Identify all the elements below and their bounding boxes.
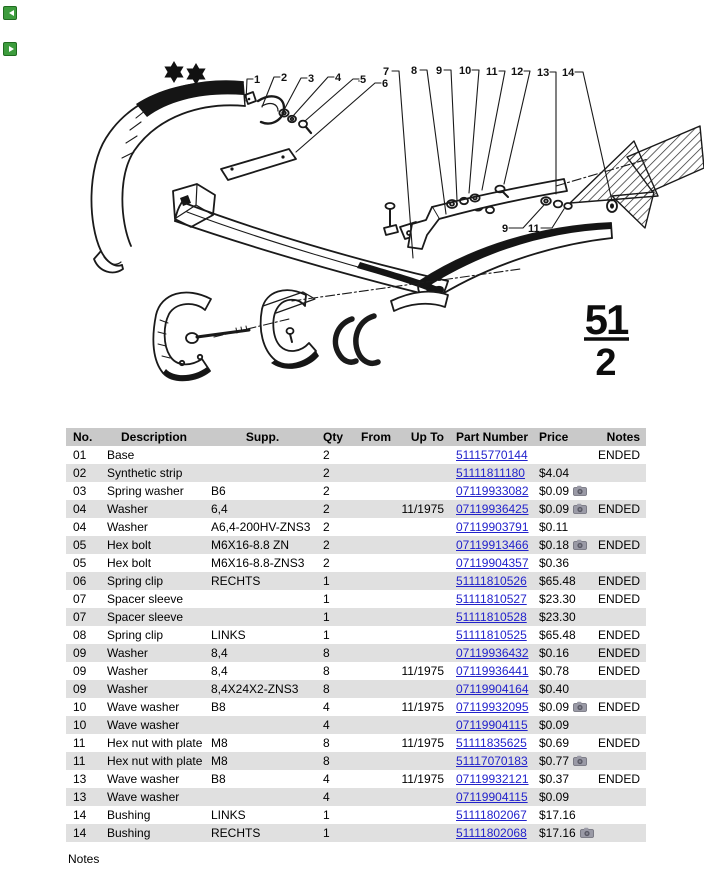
cell-supp: A6,4-200HV-ZNS3 <box>211 520 311 534</box>
cell-description: Spring clip <box>107 574 164 588</box>
cell-notes: ENDED <box>597 592 640 606</box>
table-row <box>66 752 646 770</box>
cell-from <box>353 752 396 771</box>
table-row <box>66 536 646 554</box>
cell-price: $0.78 <box>539 664 570 678</box>
cell-price: $0.40 <box>539 682 570 696</box>
cell-part-number <box>448 608 534 626</box>
cell-notes: ENDED <box>597 736 640 750</box>
table-row <box>66 644 646 662</box>
table-row <box>66 824 646 842</box>
cell-no: 09 <box>73 664 87 678</box>
cell-up-to <box>396 644 448 662</box>
cell-no: 07 <box>73 610 87 624</box>
cell-part-number <box>448 536 534 555</box>
cell-qty: 2 <box>323 448 330 462</box>
camera-icon <box>573 537 587 555</box>
cell-up-to <box>396 806 448 824</box>
table-row <box>66 770 646 788</box>
cell-from <box>353 698 396 717</box>
cell-no: 14 <box>73 826 87 840</box>
cell-from <box>353 788 396 806</box>
callout-number: 6 <box>382 78 389 90</box>
table-row <box>66 500 646 518</box>
column-header-part-number: Part Number <box>456 430 529 444</box>
cell-notes <box>586 482 646 501</box>
cell-from <box>353 770 396 788</box>
cell-from <box>353 662 396 680</box>
cell-no: 09 <box>73 682 87 696</box>
cell-up-to <box>396 554 448 572</box>
cell-part-number <box>448 788 534 806</box>
callout-number: 11 <box>486 66 498 78</box>
table-body <box>66 446 646 842</box>
cell-notes: ENDED <box>597 502 640 516</box>
cell-supp <box>206 788 319 806</box>
cell-supp: B6 <box>211 484 226 498</box>
cell-price: $65.48 <box>539 628 576 642</box>
cell-price: $0.37 <box>539 772 570 786</box>
cell-description: Hex bolt <box>107 556 152 570</box>
cell-description: Spacer sleeve <box>107 610 184 624</box>
part-number-link[interactable]: 51111810525 <box>456 628 527 642</box>
cell-qty: 4 <box>323 790 330 804</box>
middle-bracket <box>261 290 319 369</box>
cell-part-number <box>448 734 534 752</box>
cell-supp <box>206 590 319 608</box>
callout-number: 1 <box>254 74 261 86</box>
column-header-qty: Qty <box>323 430 344 444</box>
cell-no: 11 <box>73 736 86 750</box>
cell-from <box>353 536 396 555</box>
cell-description: Washer <box>107 646 148 660</box>
cell-qty: 2 <box>323 520 330 534</box>
cell-notes: ENDED <box>597 772 640 786</box>
cell-qty: 2 <box>323 466 330 480</box>
cell-no: 05 <box>73 538 87 552</box>
cell-qty: 1 <box>323 610 330 624</box>
cell-no: 09 <box>73 646 87 660</box>
cell-from <box>353 518 396 536</box>
cell-no: 10 <box>73 718 87 732</box>
cell-part-number <box>448 806 534 824</box>
cell-part-number <box>448 752 534 771</box>
cell-qty: 1 <box>323 574 330 588</box>
cell-up-to: 11/1975 <box>401 772 444 786</box>
cell-notes: ENDED <box>597 574 640 588</box>
column-header-supp-: Supp. <box>245 430 280 444</box>
parts-table <box>66 428 646 842</box>
callout-number: 3 <box>308 73 315 85</box>
cell-description: Wave washer <box>107 718 180 732</box>
cell-qty: 1 <box>323 826 330 840</box>
cell-from <box>353 590 396 608</box>
cell-part-number <box>448 464 534 482</box>
cell-part-number <box>448 572 534 590</box>
star-icon <box>164 61 205 85</box>
table-row <box>66 590 646 608</box>
cell-part-number <box>448 680 534 698</box>
callout-number: 13 <box>537 67 550 79</box>
cell-supp <box>206 608 319 626</box>
cell-no: 04 <box>73 502 87 516</box>
part-number-link[interactable]: 51111810526 <box>456 574 527 588</box>
camera-icon <box>573 699 587 717</box>
cell-qty: 1 <box>323 628 330 642</box>
camera-icon <box>573 753 587 771</box>
cell-description: Spring clip <box>107 628 164 642</box>
cell-part-number <box>448 770 534 788</box>
cell-up-to <box>396 482 448 501</box>
part-number-link[interactable]: 07119933082 <box>456 484 529 498</box>
part-number-link[interactable]: 51111802068 <box>456 826 527 840</box>
cell-description: Bushing <box>107 808 151 822</box>
cell-supp <box>206 446 319 464</box>
cell-description: Bushing <box>107 826 151 840</box>
cell-up-to <box>396 824 448 843</box>
part-number-link[interactable]: 07119913466 <box>456 538 529 552</box>
cell-up-to: 11/1975 <box>401 664 444 678</box>
cell-from <box>353 446 396 464</box>
cell-qty: 2 <box>323 502 330 516</box>
part-number-link[interactable]: 07119904164 <box>456 682 529 696</box>
cell-supp <box>206 464 319 482</box>
mounting-strip <box>221 149 296 180</box>
table-row <box>66 554 646 572</box>
cell-part-number <box>448 518 534 536</box>
cell-notes <box>586 752 646 771</box>
cell-price: $17.16 <box>534 824 586 843</box>
cell-qty: 4 <box>323 772 330 786</box>
cell-price: $0.09 <box>539 718 570 732</box>
table-row <box>66 698 646 716</box>
table-row <box>66 806 646 824</box>
part-number-link[interactable]: 51111811180 <box>456 466 525 480</box>
cell-from <box>353 608 396 626</box>
cell-supp: B8 <box>211 700 226 714</box>
cell-supp: 8,4X24X2-ZNS3 <box>211 682 299 696</box>
cell-price: $0.09 <box>534 698 586 717</box>
cell-up-to <box>396 716 448 734</box>
table-row <box>66 680 646 698</box>
cell-notes <box>586 788 646 806</box>
part-number-link[interactable]: 07119903791 <box>456 520 529 534</box>
carriage-bolt <box>186 326 249 343</box>
cell-no: 13 <box>73 772 87 786</box>
cell-price: $0.11 <box>539 520 569 534</box>
cell-qty: 4 <box>323 718 330 732</box>
cell-part-number <box>448 824 534 843</box>
cell-qty: 1 <box>323 592 330 606</box>
cell-notes <box>586 806 646 824</box>
cell-description: Synthetic strip <box>107 466 183 480</box>
cell-part-number <box>448 446 534 464</box>
cell-part-number <box>448 626 534 644</box>
section-number-numerator: 51 <box>584 296 628 343</box>
cell-notes: ENDED <box>597 628 640 642</box>
cell-qty: 2 <box>323 538 330 552</box>
cell-qty: 2 <box>323 484 330 498</box>
table-row <box>66 446 646 464</box>
cell-price: $0.09 <box>539 790 570 804</box>
cell-from <box>353 464 396 482</box>
callout-number: 11 <box>528 223 540 235</box>
table-row <box>66 716 646 734</box>
cell-part-number <box>448 482 534 501</box>
cell-supp: LINKS <box>211 808 246 822</box>
cell-no: 05 <box>73 556 87 570</box>
cell-price: $65.48 <box>539 574 576 588</box>
callout-number: 5 <box>360 74 367 86</box>
callout-number: 9 <box>502 223 509 235</box>
cell-supp: M8 <box>211 736 228 750</box>
part-number-link[interactable]: 07119932121 <box>456 772 529 786</box>
cell-no: 01 <box>73 448 87 462</box>
cell-part-number <box>448 662 534 680</box>
cell-up-to <box>396 464 448 482</box>
cell-up-to <box>396 752 448 771</box>
callout-number: 2 <box>281 72 288 84</box>
cell-no: 03 <box>73 484 87 498</box>
table-row <box>66 734 646 752</box>
cell-description: Hex nut with plate <box>107 754 203 768</box>
cell-description: Spring washer <box>107 484 184 498</box>
cell-qty: 8 <box>323 736 330 750</box>
cell-up-to <box>396 608 448 626</box>
cell-from <box>353 572 396 590</box>
cell-from <box>353 734 396 752</box>
cell-supp: M8 <box>211 754 228 768</box>
cell-supp: RECHTS <box>211 826 261 840</box>
cell-from <box>353 716 396 734</box>
cell-notes <box>586 608 646 626</box>
cell-no: 14 <box>73 808 87 822</box>
part-number-link[interactable]: 51117070183 <box>456 754 528 768</box>
cell-description: Washer <box>107 502 148 516</box>
cell-supp: B8 <box>211 772 226 786</box>
cell-qty: 4 <box>323 700 330 714</box>
cell-no: 06 <box>73 574 87 588</box>
cell-supp: M6X16-8.8 ZN <box>211 538 290 552</box>
cell-from <box>353 824 396 843</box>
cell-price: $4.04 <box>539 466 570 480</box>
cell-supp: 8,4 <box>211 646 228 660</box>
cell-from <box>353 644 396 662</box>
construction-lines <box>214 159 648 337</box>
table-row <box>66 608 646 626</box>
cell-up-to <box>396 536 448 555</box>
cell-part-number <box>448 590 534 608</box>
table-row <box>66 662 646 680</box>
table-row <box>66 626 646 644</box>
callout-number: 8 <box>411 65 418 77</box>
cell-qty: 2 <box>323 556 330 570</box>
cell-supp: 8,4 <box>211 664 228 678</box>
cell-supp <box>206 716 319 734</box>
cell-up-to: 11/1975 <box>401 736 444 750</box>
part-number-link[interactable]: 51115770144 <box>456 448 528 462</box>
parts-diagram <box>0 0 704 425</box>
cell-up-to <box>396 626 448 644</box>
callout-number: 9 <box>436 65 443 77</box>
callout-number: 10 <box>459 65 472 77</box>
cell-notes <box>586 554 646 572</box>
cell-qty: 8 <box>323 754 330 768</box>
cell-price: $0.77 <box>534 752 586 771</box>
cell-qty: 8 <box>323 646 330 660</box>
part-number-link[interactable]: 07119936425 <box>456 502 529 516</box>
camera-icon <box>573 483 587 501</box>
column-header-description: Description <box>120 430 187 444</box>
section-number-denominator: 2 <box>595 342 617 384</box>
part-number-link[interactable]: 51111810527 <box>456 592 527 606</box>
part-number-link[interactable]: 07119904357 <box>456 556 529 570</box>
cell-description: Hex nut with plate <box>107 736 203 750</box>
cell-no: 11 <box>73 754 86 768</box>
cell-description: Wave washer <box>107 790 180 804</box>
section-number <box>584 296 629 384</box>
cell-up-to <box>396 572 448 590</box>
spring-clips <box>335 316 378 363</box>
cell-from <box>353 500 396 519</box>
cell-no: 04 <box>73 520 87 534</box>
cell-up-to <box>396 590 448 608</box>
cell-part-number <box>448 500 534 519</box>
body-direction-arrow <box>570 126 704 228</box>
cell-price: $0.09 <box>534 482 586 501</box>
cell-up-to <box>396 446 448 464</box>
column-header-up-to: Up To <box>410 430 444 444</box>
cell-no: 08 <box>73 628 87 642</box>
column-header-notes: Notes <box>606 430 640 444</box>
cell-from <box>353 680 396 698</box>
cell-up-to <box>396 788 448 806</box>
cell-no: 13 <box>73 790 87 804</box>
part-number-link[interactable]: 07119904115 <box>456 790 528 804</box>
cell-notes: ENDED <box>597 664 640 678</box>
cell-part-number <box>448 554 534 572</box>
part-number-link[interactable]: 07119936441 <box>456 664 529 678</box>
column-header-price: Price <box>539 430 569 444</box>
part-number-link[interactable]: 51111810528 <box>456 610 527 624</box>
table-header-row <box>66 428 646 446</box>
cell-notes <box>586 464 646 482</box>
cell-no: 10 <box>73 700 87 714</box>
cell-up-to <box>396 518 448 536</box>
cell-supp: 6,4 <box>211 502 228 516</box>
table-row <box>66 788 646 806</box>
hardware-cluster <box>258 96 311 133</box>
cell-price: $17.16 <box>539 808 576 822</box>
cell-description: Wave washer <box>107 772 180 786</box>
callout-number: 7 <box>383 66 390 78</box>
cell-from <box>353 554 396 572</box>
cell-supp: M6X16-8.8-ZNS3 <box>211 556 305 570</box>
cell-from <box>353 482 396 501</box>
cell-supp: LINKS <box>211 628 246 642</box>
part-number-link[interactable]: 07119936432 <box>456 646 529 660</box>
cell-up-to: 11/1975 <box>401 502 444 516</box>
table-row <box>66 518 646 536</box>
cell-qty: 8 <box>323 682 330 696</box>
cell-price: $0.69 <box>539 736 570 750</box>
part-number-link[interactable]: 07119932095 <box>456 700 529 714</box>
column-header-from: From <box>361 430 391 444</box>
cell-from <box>353 626 396 644</box>
part-number-link[interactable]: 07119904115 <box>456 718 528 732</box>
callout-number: 12 <box>511 66 524 78</box>
cell-qty: 8 <box>323 664 330 678</box>
cell-notes <box>586 716 646 734</box>
table-row <box>66 464 646 482</box>
right-bumper-blade <box>391 200 617 311</box>
cell-qty: 1 <box>323 808 330 822</box>
callout-number: 4 <box>335 72 342 84</box>
cell-description: Washer <box>107 682 148 696</box>
cell-no: 02 <box>73 466 87 480</box>
cell-notes <box>586 518 646 536</box>
cell-price <box>534 446 586 464</box>
cell-up-to: 11/1975 <box>401 700 444 714</box>
cell-part-number <box>448 698 534 717</box>
cell-description: Base <box>107 448 135 462</box>
cell-notes <box>586 824 646 843</box>
cell-price: $0.18 <box>534 536 586 555</box>
table-row <box>66 482 646 500</box>
cell-part-number <box>448 716 534 734</box>
cell-price: $0.16 <box>539 646 570 660</box>
cell-description: Wave washer <box>107 700 180 714</box>
cell-up-to <box>396 680 448 698</box>
cell-description: Spacer sleeve <box>107 592 184 606</box>
cell-description: Hex bolt <box>107 538 152 552</box>
cell-price: $23.30 <box>539 610 576 624</box>
part-number-link[interactable]: 51111802067 <box>456 808 527 822</box>
cell-description: Washer <box>107 520 148 534</box>
table-row <box>66 572 646 590</box>
column-header-no-: No. <box>73 430 93 444</box>
cell-notes: ENDED <box>597 700 640 714</box>
cell-notes: ENDED <box>597 538 640 552</box>
cell-from <box>353 806 396 824</box>
part-number-link[interactable]: 51111835625 <box>456 736 527 750</box>
notes-label: Notes <box>68 852 100 866</box>
cell-notes <box>586 680 646 698</box>
cell-notes: ENDED <box>597 448 640 462</box>
cell-supp: RECHTS <box>211 574 261 588</box>
cell-price: $0.09 <box>534 500 586 519</box>
callout-number: 14 <box>562 67 575 79</box>
cell-price: $23.30 <box>539 592 576 606</box>
cell-no: 07 <box>73 592 87 606</box>
cell-part-number <box>448 644 534 662</box>
cell-notes: ENDED <box>597 646 640 660</box>
cell-description: Washer <box>107 664 148 678</box>
camera-icon <box>573 501 587 519</box>
cell-price: $0.36 <box>539 556 570 570</box>
